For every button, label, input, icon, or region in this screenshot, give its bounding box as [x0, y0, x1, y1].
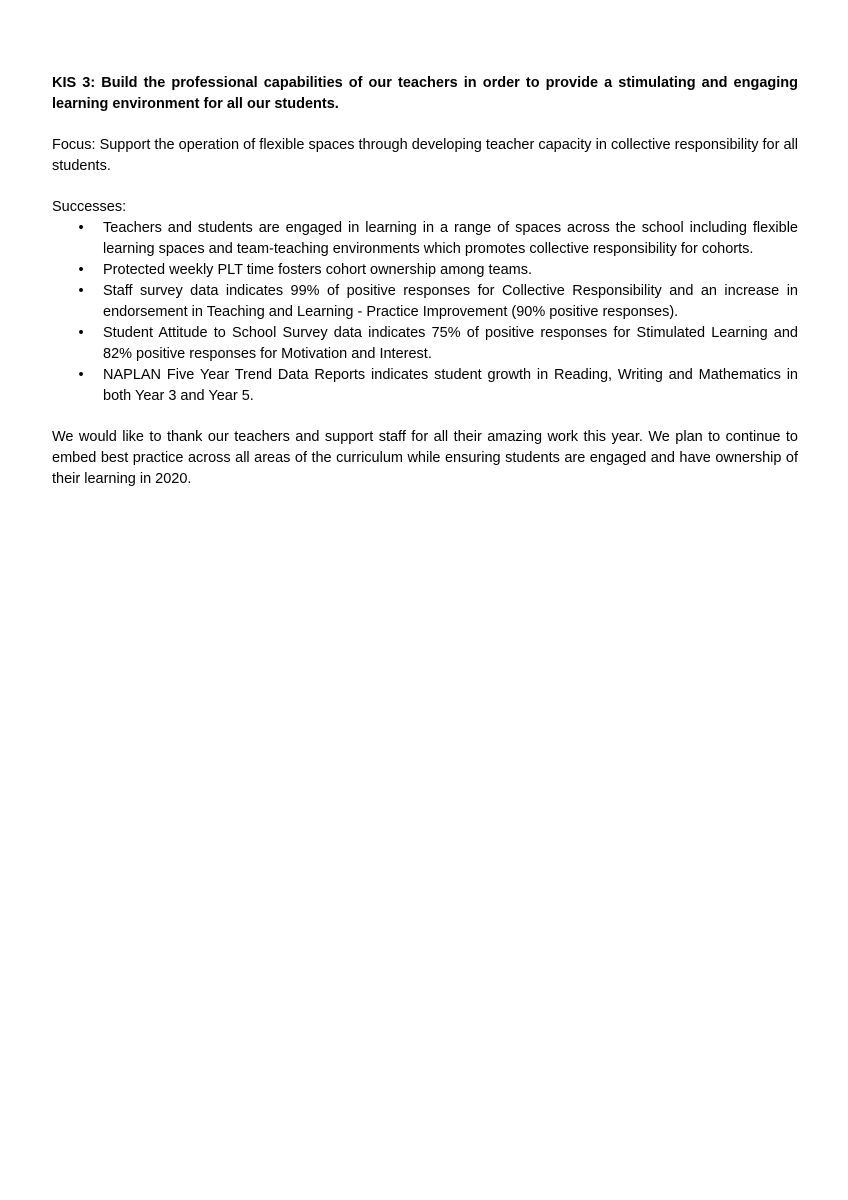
list-item [52, 260, 798, 281]
list-item-text: Protected weekly PLT time fosters cohort ownership among teams. [103, 262, 533, 278]
document-page [52, 73, 798, 510]
list-item-text: Student Attitude to School Survey data indicates 75% of positive responses for Stimulated Learning and 82% positive responses for Motivation and Interest. [103, 325, 798, 362]
successes-list [52, 218, 798, 407]
list-item [52, 218, 798, 260]
bullet-icon: • [78, 325, 84, 341]
list-item-text: NAPLAN Five Year Trend Data Reports indicates student growth in Reading, Writing and Mathematics in both Year 3 and Year 5. [103, 367, 798, 404]
list-item [52, 365, 798, 407]
bullet-icon: • [78, 283, 84, 299]
bullet-icon: • [78, 367, 84, 383]
list-item-text: Staff survey data indicates 99% of positive responses for Collective Responsibility and an increase in endorsement in Teaching and Learning - Practice Improvement (90% positive responses). [103, 283, 798, 320]
list-item [52, 281, 798, 323]
bullet-icon: • [78, 220, 84, 236]
bullet-icon: • [78, 262, 84, 278]
focus-paragraph: Focus: Support the operation of flexible spaces through developing teacher capacity in collective responsibility for all students. [52, 137, 798, 174]
list-item [52, 323, 798, 365]
list-item-text: Teachers and students are engaged in learning in a range of spaces across the school including flexible learning spaces and team-teaching environments which promotes collective responsibility for cohorts. [103, 220, 798, 257]
section-heading: KIS 3: Build the professional capabilities of our teachers in order to provide a stimulating and engaging learning environment for all our students. [52, 75, 798, 112]
successes-label: Successes: [52, 199, 127, 215]
closing-paragraph: We would like to thank our teachers and support staff for all their amazing work this year. We plan to continue to embed best practice across all areas of the curriculum while ensuring students are engaged and have ownership of their learning in 2020. [52, 429, 798, 487]
